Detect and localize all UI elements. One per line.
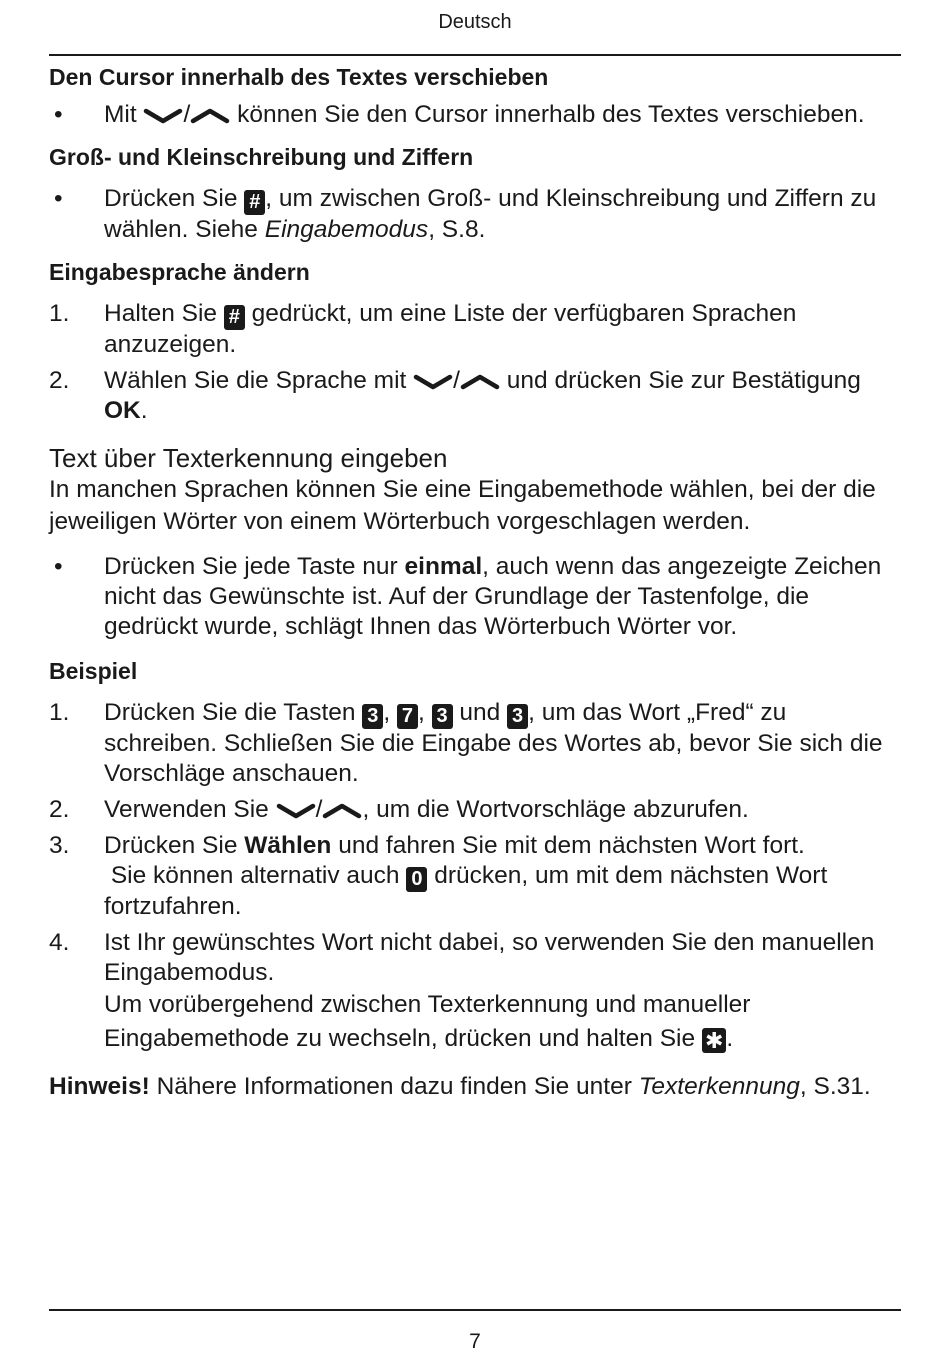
- nav-down-icon: [413, 373, 453, 391]
- note-paragraph: [49, 1070, 901, 1103]
- header-divider: [49, 54, 901, 56]
- text-fragment: Mit: [104, 101, 137, 128]
- emphasis-waehlen: Wählen: [244, 832, 332, 859]
- footer-divider: [49, 1309, 901, 1311]
- text-fragment: können Sie den Cursor innerhalb des Textes verschieben.: [237, 101, 865, 128]
- bullet-case-digits: [49, 184, 901, 245]
- step-4-example: [49, 928, 901, 1056]
- hash-key-icon: #: [224, 305, 245, 330]
- heading-input-language: Eingabesprache ändern: [49, 259, 310, 285]
- heading-case-digits: Groß- und Kleinschreibung und Ziffern: [49, 144, 474, 170]
- step-1-language: [49, 299, 901, 360]
- key-7-icon: 7: [397, 704, 418, 729]
- ref-texterkennung: Texterkennung: [638, 1073, 800, 1100]
- bullet-press-once: [49, 552, 901, 642]
- step-number: 2.: [49, 796, 70, 823]
- text-fragment: drücken, um mit dem nächsten Wort fortzufahren.: [104, 862, 828, 920]
- text-fragment: Wählen Sie die Sprache mit: [104, 367, 407, 394]
- step-2-example: [49, 795, 901, 825]
- ref-eingabemodus: Eingabemodus: [264, 216, 429, 243]
- header-language-label: Deutsch: [438, 11, 512, 33]
- page-number: 7: [469, 1330, 481, 1353]
- ok-label: OK: [104, 397, 141, 424]
- text-fragment: , um die Wortvorschläge abzurufen.: [362, 796, 749, 823]
- step-2-language: [49, 366, 901, 426]
- heading-predictive-text: Text über Texterkennung eingeben: [49, 443, 448, 473]
- intro-paragraph: In manchen Sprachen können Sie eine Eingabemethode wählen, bei der die jeweiligen Wörter von einem Wörterbuch vorgeschlagen werden.: [49, 476, 876, 535]
- text-fragment: und drücken Sie zur Bestätigung: [506, 367, 861, 394]
- key-3-icon: 3: [362, 704, 383, 729]
- text-fragment: , S.31.: [799, 1073, 871, 1100]
- step-1-example: [49, 698, 901, 789]
- key-3-icon: 3: [507, 704, 528, 729]
- page-content: [49, 60, 901, 1103]
- nav-up-icon: [322, 802, 362, 820]
- text-fragment: .: [726, 1025, 734, 1052]
- slash: /: [453, 367, 460, 394]
- emphasis-einmal: einmal: [404, 553, 483, 580]
- text-fragment: und fahren Sie mit dem nächsten Wort fort.: [338, 832, 805, 859]
- text-fragment: Sie können alternativ auch: [110, 862, 400, 889]
- text-fragment: gedrückt, um eine Liste der verfügbaren Sprachen anzuzeigen.: [104, 300, 797, 358]
- text-fragment: Drücken Sie: [104, 832, 238, 859]
- text-fragment: , um zwischen Groß- und Kleinschreibung und Ziffern zu wählen. Siehe: [104, 185, 877, 243]
- comma: ,: [383, 699, 391, 726]
- text-fragment: Ist Ihr gewünschtes Wort nicht dabei, so verwenden Sie den manuellen Eingabemodus.: [104, 929, 875, 986]
- key-0-icon: 0: [406, 867, 427, 892]
- step-3-example: [49, 831, 901, 922]
- nav-down-icon: [276, 802, 316, 820]
- key-3-icon: 3: [432, 704, 453, 729]
- text-fragment: , S.8.: [428, 216, 486, 243]
- step-number: 1.: [49, 699, 70, 726]
- bullet-mark: •: [54, 553, 63, 580]
- note-label: Hinweis!: [49, 1073, 150, 1100]
- heading-example: Beispiel: [49, 658, 138, 684]
- comma: ,: [417, 699, 425, 726]
- bullet-cursor-move: [49, 100, 901, 130]
- text-fragment: Nähere Informationen dazu finden Sie unter: [156, 1073, 632, 1100]
- text-fragment: und: [459, 699, 501, 726]
- star-key-icon: ✱: [702, 1028, 726, 1053]
- nav-up-icon: [460, 373, 500, 391]
- hash-key-icon: #: [244, 190, 265, 215]
- slash: /: [315, 796, 323, 823]
- slash: /: [183, 101, 191, 128]
- nav-up-icon: [190, 107, 230, 125]
- text-fragment: Halten Sie: [104, 300, 218, 327]
- text-fragment: , um das Wort „Fred“ zu schreiben. Schließen Sie die Eingabe des Wortes ab, bevor Sie sich die Vorschläge anschauen.: [104, 699, 883, 787]
- nav-down-icon: [143, 107, 183, 125]
- text-fragment: Drücken Sie die Tasten: [104, 699, 356, 726]
- text-fragment: .: [140, 397, 148, 424]
- bullet-mark: •: [54, 185, 63, 212]
- text-fragment: Um vorübergehend zwischen Texterkennung und manueller Eingabemethode zu wechseln, drücken und halten Sie: [104, 991, 751, 1052]
- text-fragment: Drücken Sie: [104, 185, 238, 212]
- step-number: 2.: [49, 367, 70, 394]
- heading-cursor-move: Den Cursor innerhalb des Textes verschieben: [49, 64, 549, 90]
- text-fragment: Drücken Sie jede Taste nur: [104, 553, 398, 580]
- step-number: 3.: [49, 832, 70, 859]
- step-number: 1.: [49, 300, 70, 327]
- text-fragment: , auch wenn das angezeigte Zeichen nicht das Gewünschte ist. Auf der Grundlage der Tastenfolge, die gedrückt wurde, schlägt Ihnen das Wörterbuch Wörter vor.: [104, 553, 882, 640]
- text-fragment: Verwenden Sie: [104, 796, 269, 823]
- step-number: 4.: [49, 929, 70, 956]
- bullet-mark: •: [54, 101, 63, 128]
